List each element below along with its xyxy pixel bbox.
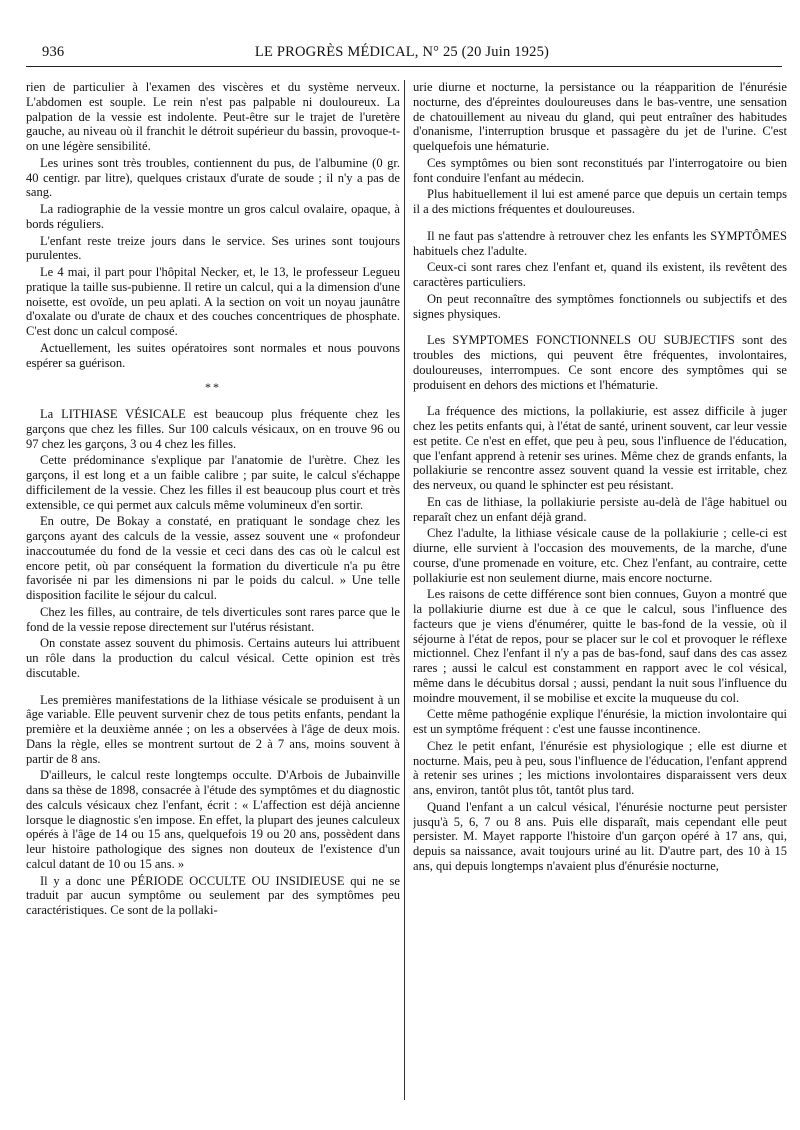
running-header bbox=[26, 40, 778, 64]
left-column bbox=[26, 80, 400, 1110]
paragraph: La fréquence des mictions, la pollakiurie, est assez difficile à juger chez les petits enfants qui, à l'état de santé, urinent souvent, car leur vessie est petite. Ce n'est en effet, que peu à peu, sous l'influence de l'éducation, que l'enfant apprend à retenir ses urines. Même chez de grands enfants, la pollakiurie se rencontre assez souvent quand la vessie est irritable, chez des nerveux, ou quand le sphincter est peu résistant. bbox=[413, 404, 787, 492]
paragraph: La LITHIASE VÉSICALE est beaucoup plus fréquente chez les garçons que chez les filles. Sur 100 calculs vésicaux, on en trouve 96 ou 97 chez les garçons, 3 ou 4 chez les filles. bbox=[26, 407, 400, 451]
paragraph: Cette prédominance s'explique par l'anatomie de l'urètre. Chez les garçons, il est long et a un faible calibre ; par suite, le calcul s'échappe difficilement de la vessie. Chez les filles il est beaucoup plus court et très extensible, ce qui permet aux calculs même volumineux d'en sortir. bbox=[26, 453, 400, 512]
paragraph: Ceux-ci sont rares chez l'enfant et, quand ils existent, ils revêtent des caractères particuliers. bbox=[413, 260, 787, 289]
paragraph: rien de particulier à l'examen des viscères et du système nerveux. L'abdomen est souple. Le rein n'est pas palpable ni douloureux. La palpation de la vessie est indolente. Peut-être sur le trajet de l'uretère gauche, au niveau où il franchit le détroit supérieur du bassin, provoque-t-on une légère sensibilité. bbox=[26, 80, 400, 153]
paragraph: Actuellement, les suites opératoires sont normales et nous pouvons espérer sa guérison. bbox=[26, 340, 400, 370]
paragraph: Les urines sont très troubles, contiennent du pus, de l'albumine (0 gr. 40 centigr. par litre), quelques cristaux d'urate de soude ; il n'y a pas de sang. bbox=[26, 155, 400, 200]
right-column bbox=[413, 80, 787, 1110]
column-divider bbox=[404, 80, 405, 1100]
paragraph: Chez le petit enfant, l'énurésie est physiologique ; elle est diurne et nocturne. Mais, peu à peu, sous l'influence de l'éducation, l'enfant apprend à retenir ses urines ; les mictions involontaires disparaissent vers deux ans, environ, tantôt plus tôt, tantôt plus tard. bbox=[413, 738, 787, 797]
paragraph: Plus habituellement il lui est amené parce que depuis un certain temps il a des mictions fréquentes et douloureuses. bbox=[413, 187, 787, 216]
paragraph: Les raisons de cette différence sont bien connues, Guyon a montré que la pollakiurie diurne est due à ce que le calcul, sous l'influence des facteurs que je viens d'énumérer, quitte le bas-fond de la vessie, où il séjourne à l'état de repos, pour se placer sur le col et provoquer le réflexe mictionnel. Chez l'enfant il n'y a pas de bas-fond, sauf dans des cas assez rares ; aussi le calcul est constamment en rapport avec le col vésical, même dans le décubitus dorsal ; aussi, pendant la nuit sous l'influence du moindre mouvement, il se mobilise et excite la muqueuse du col. bbox=[413, 587, 787, 705]
paragraph: En outre, De Bokay a constaté, en pratiquant le sondage chez les garçons ayant des calculs de la vessie, assez souvent une « profondeur inaccoutumée du fond de la vessie et ceci dans des cas où le calcul est encore petit, où par conséquent la formation du diverticule n'a pu être favorisée ni par les dimensions ni par le poids du calcul. » Une telle disposition facilite le séjour du calcul. bbox=[26, 514, 400, 602]
paragraph: Quand l'enfant a un calcul vésical, l'énurésie nocturne peut persister jusqu'à 5, 6, 7 ou 8 ans. Puis elle disparaît, mais cependant elle peut persister. M. Mayet rapporte l'histoire d'un garçon opéré à 17 ans, qui, depuis sa naissance, avait toujours uriné au lit. D'autre part, des 10 à 15 ans, qui depuis longtemps n'avaient plus d'énurésie nocturne, bbox=[413, 799, 787, 873]
paragraph: La radiographie de la vessie montre un gros calcul ovalaire, opaque, à bords réguliers. bbox=[26, 202, 400, 231]
page-number: 936 bbox=[42, 44, 65, 60]
paragraph: Chez l'adulte, la lithiase vésicale cause de la pollakiurie ; celle-ci est diurne, elle survient à l'occasion des mouvements, de la marche, d'une course, d'une promenade en voiture, etc. Chez l'enfant, au contraire, cette pollakiurie est non seulement diurne, mais encore nocturne. bbox=[413, 526, 787, 585]
paragraph: Les premières manifestations de la lithiase vésicale se produisent à un âge variable. Elle peuvent survenir chez de tous petits enfants, pendant la première et la deuxième année ; on les a observées à l'âge de deux mois. Dans la règle, elles se montrent surtout de 2 à 7 ans, moins souvent à partir de 8 ans. bbox=[26, 692, 400, 766]
paragraph: Chez les filles, au contraire, de tels diverticules sont rares parce que le fond de la vessie repose directement sur l'utérus résistant. bbox=[26, 604, 400, 634]
paragraph: On peut reconnaître des symptômes fonctionnels ou subjectifs et des signes physiques. bbox=[413, 291, 787, 321]
paragraph: Les SYMPTOMES FONCTIONNELS OU SUBJECTIFS sont des troubles des mictions, qui peuvent être fréquentes, involontaires, douloureuses, interrompues. Ce sont encore des symptômes qui se produisent en dehors des mictions et l'hématurie. bbox=[413, 333, 787, 392]
paragraph: Le 4 mai, il part pour l'hôpital Necker, et, le 13, le professeur Legueu pratique la taille sus-pubienne. Il retire un calcul, qui a la dimension d'une noisette, est ovoïde, un peu aplati. A la section on voit un noyau jaunâtre d'oxalate ou d'urate de chaux et des couches concentriques de phosphate. C'est donc un calcul composé. bbox=[26, 265, 400, 338]
header-rule bbox=[26, 66, 782, 67]
paragraph: Cette même pathogénie explique l'énurésie, la miction involontaire qui est un symptôme fréquent : c'est une fausse incontinence. bbox=[413, 707, 787, 736]
paragraph: On constate assez souvent du phimosis. Certains auteurs lui attribuent un rôle dans la production du calcul vésical. Cette opinion est très discutable. bbox=[26, 636, 400, 680]
paragraph: L'enfant reste treize jours dans le service. Ses urines sont toujours purulentes. bbox=[26, 233, 400, 263]
journal-title: LE PROGRÈS MÉDICAL, N° 25 (20 Juin 1925) bbox=[254, 44, 550, 60]
paragraph: D'ailleurs, le calcul reste longtemps occulte. D'Arbois de Jubainville dans sa thèse de 1898, consacrée à l'étude des symptômes et du diagnostic des calculs vésicaux chez l'enfant, écrit : « L'affection est déjà ancienne lorsque le diagnostic s'en impose. En effet, la plupart des jeunes calculeux opérés à l'âge de 14 ou 15 ans, quelquefois 19 ou 20 ans, possèdent dans leur histoire pathologique des signes non douteux de l'existence d'un calcul datant de 10 ou 15 ans. » bbox=[26, 768, 400, 871]
paragraph: Il ne faut pas s'attendre à retrouver chez les enfants les SYMPTÔMES habituels chez l'adulte. bbox=[413, 228, 787, 258]
paragraph: En cas de lithiase, la pollakiurie persiste au-delà de l'âge habituel ou reparaît chez un enfant déjà grand. bbox=[413, 494, 787, 524]
paragraph: Ces symptômes ou bien sont reconstitués par l'interrogatoire ou bien font conduire l'enfant au médecin. bbox=[413, 155, 787, 185]
paragraph: urie diurne et nocturne, la persistance ou la réapparition de l'énurésie nocturne, des d'épreintes douloureuses dans le bas-ventre, une sensation de chatouillement au niveau du gland, qui peut entraîner des habitudes d'onanisme, l'interruption brusque et passagère du jet de l'urine. C'est quelquefois une hématurie. bbox=[413, 80, 787, 153]
section-separator-stars: ** bbox=[205, 380, 221, 395]
paragraph: Il y a donc une PÉRIODE OCCULTE OU INSIDIEUSE qui ne se traduit par aucun symptôme ou seulement par des symptômes peu caractéristiques. Ce sont de la pollaki- bbox=[26, 873, 400, 917]
